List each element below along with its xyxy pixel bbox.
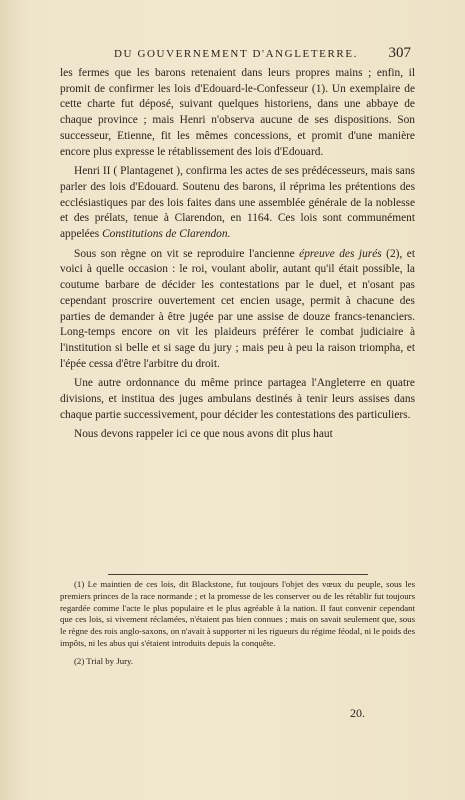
paragraph-2 (60, 164, 415, 243)
paragraph-2-italic: Constitutions de Clarendon. (102, 228, 231, 241)
footnote-2: (2) Trial by Jury. (74, 655, 134, 666)
main-text (60, 66, 415, 443)
paragraph-2-text: Henri II ( Plantagenet ), confirma les actes de ses prédécesseurs, mais sans parler des lois d'Edouard. Soutenu des barons, il réprima les prétentions des ecclésiastiques par des lois faites dans une assemblée générale de la noblesse et des prélats, tenue à Clarendon, en 1164. Ces lois sont communément appelées (60, 165, 415, 241)
running-title: DU GOUVERNEMENT D'ANGLETERRE. (114, 48, 359, 60)
page-number: 307 (388, 45, 411, 61)
paragraph-3-italic: épreuve des jurés (299, 247, 382, 260)
footnotes (60, 579, 415, 668)
paragraph-4: Une autre ordonnance du même prince partagea l'Angleterre en quatre divisions, et institua des juges ambulans destinés à tenir leurs assises dans chaque partie successivement, pour décider les contestations des particuliers. (60, 377, 415, 421)
signature-mark: 20. (350, 706, 365, 720)
paragraph-5: Nous devons rappeler ici ce que nous avons dit plus haut (74, 428, 333, 441)
paragraph-3-text-a: Sous son règne on vit se reproduire l'ancienne (74, 247, 300, 260)
paragraph-1: les fermes que les barons retenaient dans leurs propres mains ; enfin, il promit de confirmer les lois d'Edouard-le-Confesseur (1). Un exemplaire de cette charte fut déposé, suivant quelques historiens, dans une abbaye de chaque province ; mais Henri n'observa aucune de ses dispositions. Son successeur, Etienne, fit les mêmes concessions, et promit d'une manière encore plus expresse le rétablissement des lois d'Edouard. (60, 67, 415, 158)
paragraph-3-text-b: (2), et voici à quelle occasion : le roi, voulant abolir, autant qu'il était possible, la coutume barbare de décider les contestations par le duel, et n'osant pas cependant proscrire ouvertement cet encien usage, permit à chacune des parties de demander à être jugée par une assise de douze francs-tenanciers. Long-temps encore on vit les plaideurs préférer le combat judiciaire à l'institution si belle et si sage du jury ; mais peu à peu la raison triompha, et l'épée cessa d'être l'arbitre du droit. (60, 247, 415, 370)
paragraph-3 (60, 247, 415, 373)
page-header (60, 46, 417, 66)
footnote-1: (1) Le maintien de ces lois, dit Blackstone, fut toujours l'objet des vœux du peuple, sous les premiers princes de la race normande ; et la promesse de les conserver ou de les rétablir fut toujours regardée comme l'acte le plus populaire et le plus agréable à la nation. Il faut convenir cependant que ces lois, si vivement réclamées, n'étaient pas bien connues ; mais on savait seulement que, sous le règne des rois anglo-saxons, on n'avait à supporter ni les rigueurs du régime féodal, ni le poids des impôts, ni les abus qui s'étaient introduits depuis la conquête. (60, 579, 415, 648)
footnote-rule (108, 574, 368, 575)
